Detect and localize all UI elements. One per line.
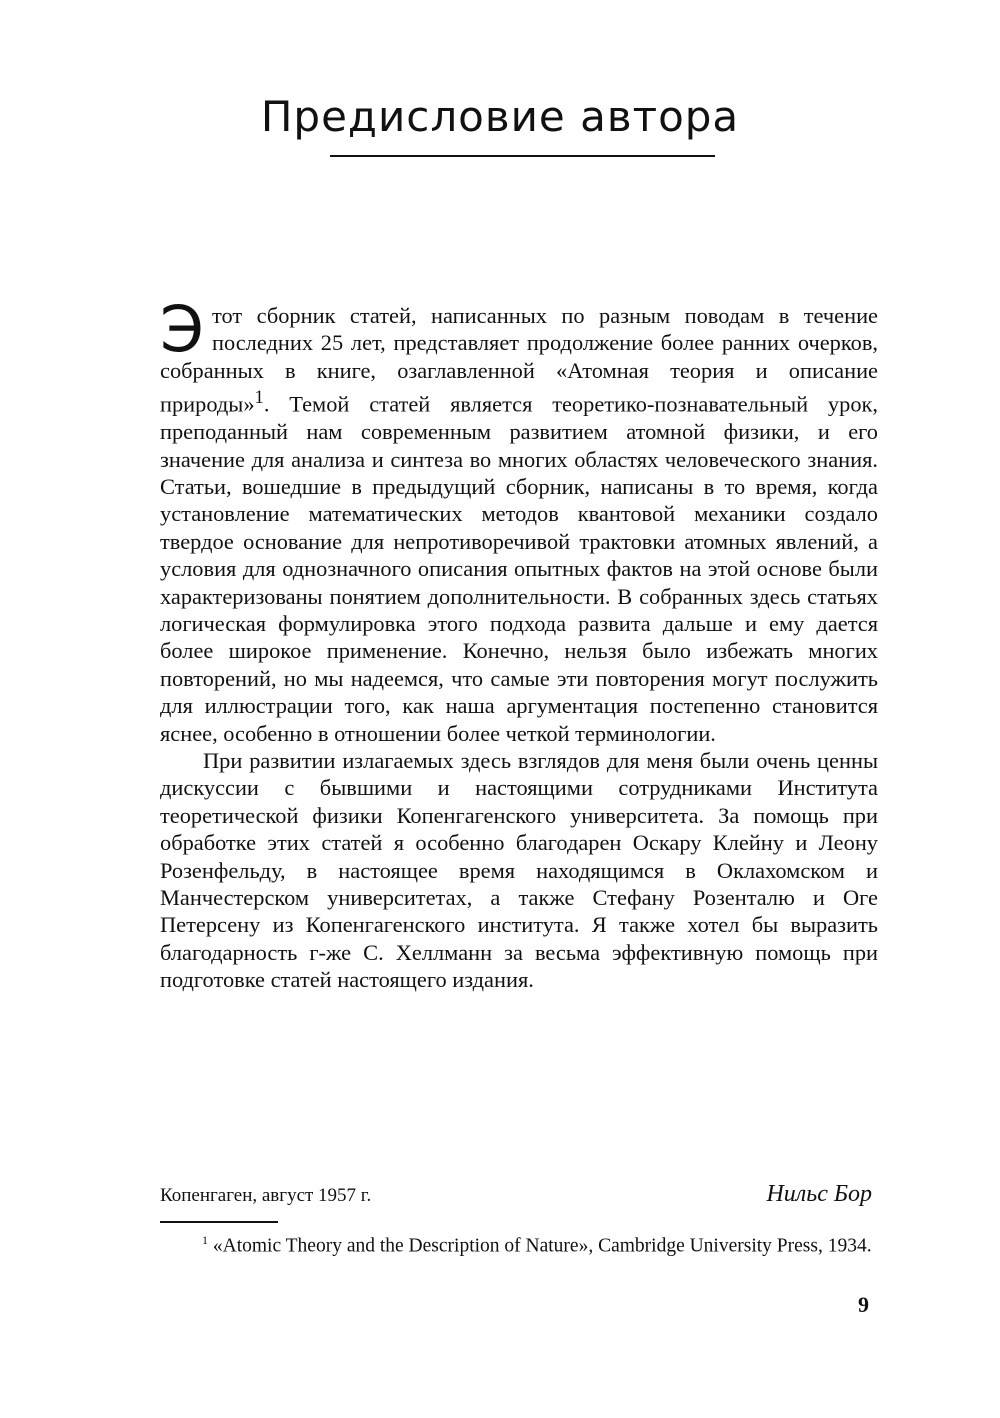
footnote-marker: 1 <box>202 1233 208 1247</box>
title-underline <box>330 155 715 157</box>
signoff <box>160 1181 872 1208</box>
footnote-reference: 1 <box>254 387 264 409</box>
main-text <box>160 293 878 994</box>
author-signature: Нильс Бор <box>766 1181 872 1207</box>
page-number: 9 <box>858 1292 869 1317</box>
footnote <box>160 1228 876 1259</box>
paragraph-1-text: тот сборник статей, написанных по разным поводам в течение последних 25 лет, представляет продолжение более ранних очерков, собранных в книге, озаглавленной «Атомная теория и описание природы» <box>160 303 878 417</box>
footnote-text: «Atomic Theory and the Description of Nature», Cambridge University Press, 1934. <box>212 1235 872 1257</box>
footnote-divider <box>160 1221 278 1223</box>
paragraph-1-tail: . Темой статей является теоретико-познавательный урок, преподанный нам современным развитием атомной физики, и его значение для анализа и синтеза во многих областях человеческого знания. Статьи, вошедшие в предыдущий сборник, написаны в то время, когда установление математических методов квантовой механики создало твердое основание для непротиворечивой трактовки атомных явлений, а условия для однозначного описания опытных фактов на этой основе были характеризованы понятием дополнительности. В собранных здесь статьях логическая формулировка этого подхода развита дальше и ему дается более широкое применение. Конечно, нельзя было избежать многих повторений, но мы надеемся, что самые эти повторения могут послужить для иллюстрации того, как наша аргументация постепенно становится яснее, особенно в отношении более четкой терминологии. <box>160 391 878 746</box>
page-title: Предисловие автора <box>260 92 740 141</box>
paragraph-2: При развитии излагаемых здесь взглядов для меня были очень ценны дискуссии с бывшими и настоящими сотрудниками Института теоретической физики Копенгагенского университета. За помощь при обработке этих статей я особенно благодарен Оскару Клейну и Леону Розенфельду, в настоящее время находящимся в Оклахомском и Манчестерском университетах, а также Стефану Розенталю и Оге Петерсену из Копенгагенского института. Я также хотел бы выразить благодарность г-же С. Хеллманн за весьма эффективную помощь при подготовке статей настоящего издания. <box>160 747 878 993</box>
place-date: Копенгаген, август 1957 г. <box>160 1185 372 1206</box>
paragraph-1 <box>160 293 878 747</box>
drop-cap: Э <box>160 293 204 366</box>
